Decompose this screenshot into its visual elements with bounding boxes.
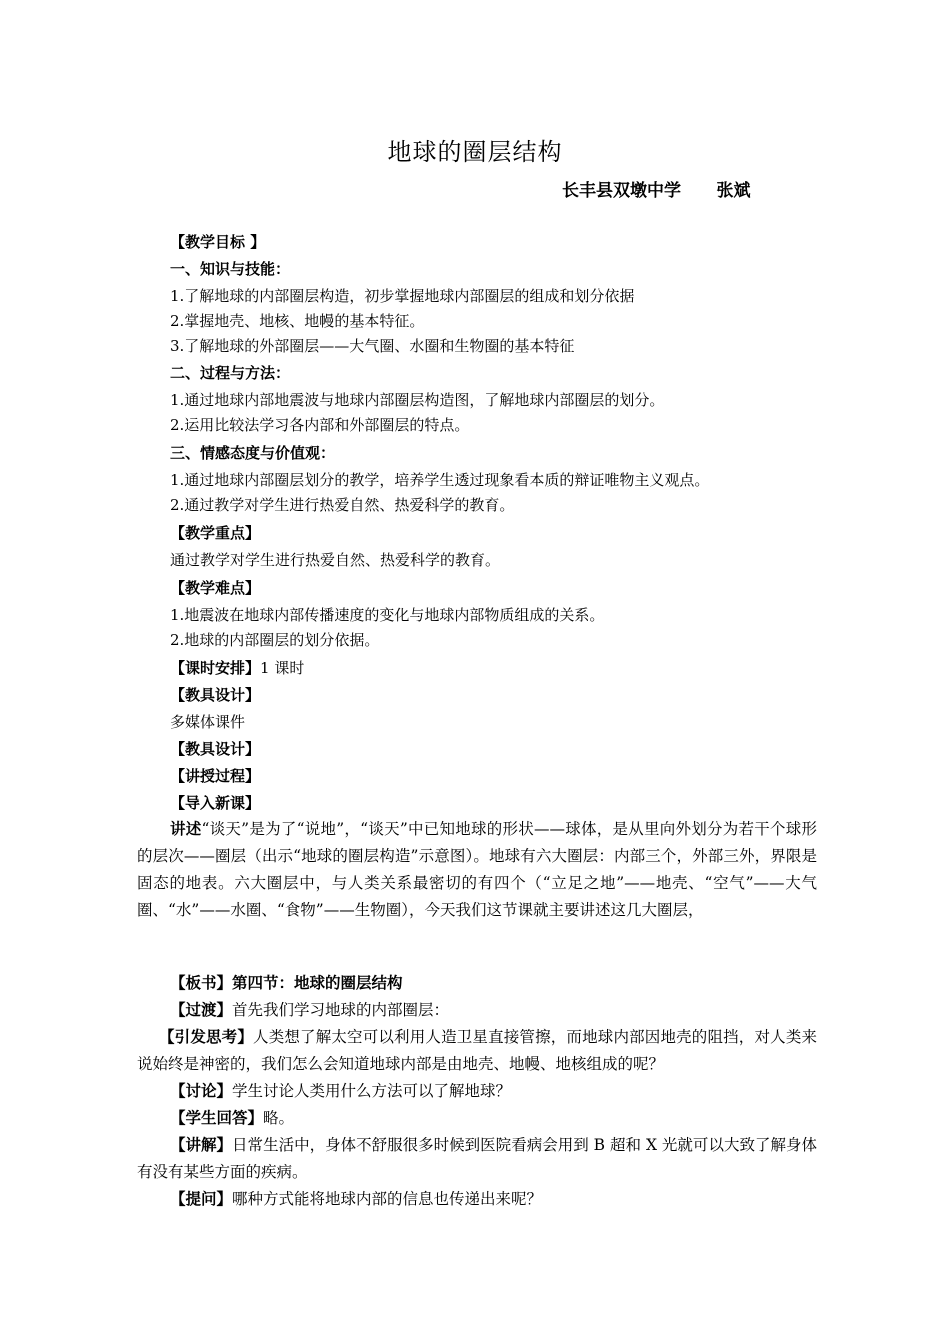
discuss-text: 学生讨论人类用什么方法可以了解地球？ — [232, 1082, 512, 1100]
think-label: 【引发思考】 — [159, 1028, 254, 1046]
attitude-item: 1.通过地球内部圈层划分的教学，培养学生透过现象看本质的辩证唯物主义观点。 — [170, 471, 710, 489]
think-text: 人类想了解太空可以利用人造卫星直接管擦，而地球内部因地壳的阻挡，对人类来说始终是神密的，我们怎么会知道地球内部是由地壳、地幔、地核组成的呢？ — [137, 1028, 817, 1073]
attitude-item: 2.通过教学对学生进行热爱自然、热爱科学的教育。 — [170, 496, 515, 514]
answer-text: 略。 — [263, 1109, 295, 1127]
tools-heading: 【教具设计】 — [170, 686, 261, 704]
transition-paragraph — [137, 997, 817, 1024]
author-line: 长丰县双墩中学 张斌 — [562, 181, 751, 201]
attitude-heading: 三、情感态度与价值观： — [170, 444, 336, 462]
knowledge-heading: 一、知识与技能： — [170, 260, 291, 278]
question-text: 哪种方式能将地球内部的信息也传递出来呢？ — [232, 1190, 543, 1208]
discuss-paragraph — [137, 1078, 817, 1105]
tools-text: 多媒体课件 — [170, 713, 246, 731]
answer-paragraph — [137, 1105, 817, 1132]
answer-label: 【学生回答】 — [170, 1109, 264, 1127]
explain-text: 日常生活中，身体不舒服很多时候到医院看病会用到 B 超和 X 光就可以大致了解身体有没有某些方面的疾病。 — [137, 1136, 817, 1181]
key-points-text: 通过教学对学生进行热爱自然、热爱科学的教育。 — [170, 551, 501, 569]
knowledge-item: 3.了解地球的外部圈层——大气圈、水圈和生物圈的基本特征 — [170, 337, 575, 355]
process-section-heading: 【讲授过程】 — [170, 767, 261, 785]
think-paragraph — [137, 1024, 817, 1078]
intro-heading: 【导入新课】 — [170, 794, 261, 812]
document-title: 地球的圈层结构 — [387, 138, 563, 166]
narration-text: “谈天”是为了“说地”，“谈天”中已知地球的形状——球体，是从里向外划分为若干个球形的层次——圈层（出示“地球的圈层构造”示意图）。地球有六大圈层：内部三个，外部三外，界限是固态的地表。六大圈层中，与人类关系最密切的有四个（“立足之地”——地壳、“空气”——大气圈、“水”——水圈、“食物”——生物圈），今天我们这节课就主要讲述这几大圈层， — [137, 820, 817, 919]
schedule-text: 1 课时 — [260, 659, 305, 677]
question-label: 【提问】 — [170, 1190, 233, 1208]
schedule-line — [170, 657, 304, 678]
objectives-heading: 【教学目标 】 — [170, 233, 266, 251]
explain-paragraph — [137, 1132, 817, 1186]
board-label: 【板书】 — [170, 974, 233, 992]
process-item: 2.运用比较法学习各内部和外部圈层的特点。 — [170, 416, 470, 434]
difficulties-heading: 【教学难点】 — [170, 579, 261, 597]
process-item: 1.通过地球内部地震波与地球内部圈层构造图，了解地球内部圈层的划分。 — [170, 391, 665, 409]
explain-label: 【讲解】 — [170, 1136, 233, 1154]
question-paragraph — [137, 1186, 817, 1213]
knowledge-item: 1.了解地球的内部圈层构造，初步掌握地球内部圈层的组成和划分依据 — [170, 287, 635, 305]
schedule-heading: 【课时安排】 — [170, 659, 261, 677]
knowledge-item: 2.掌握地壳、地核、地幔的基本特征。 — [170, 312, 425, 330]
difficulty-item: 1.地震波在地球内部传播速度的变化与地球内部物质组成的关系。 — [170, 606, 605, 624]
process-heading: 二、过程与方法： — [170, 364, 291, 382]
difficulty-item: 2.地球的内部圈层的划分依据。 — [170, 631, 380, 649]
board-text: 第四节：地球的圈层结构 — [232, 974, 403, 992]
tools-heading-2: 【教具设计】 — [170, 740, 261, 758]
transition-text: 首先我们学习地球的内部圈层： — [232, 1001, 450, 1019]
narration-label: 讲述 — [170, 820, 202, 838]
narration-paragraph — [137, 816, 817, 924]
transition-label: 【过渡】 — [170, 1001, 233, 1019]
discuss-label: 【讨论】 — [170, 1082, 233, 1100]
board-paragraph — [137, 970, 817, 997]
key-points-heading: 【教学重点】 — [170, 524, 261, 542]
